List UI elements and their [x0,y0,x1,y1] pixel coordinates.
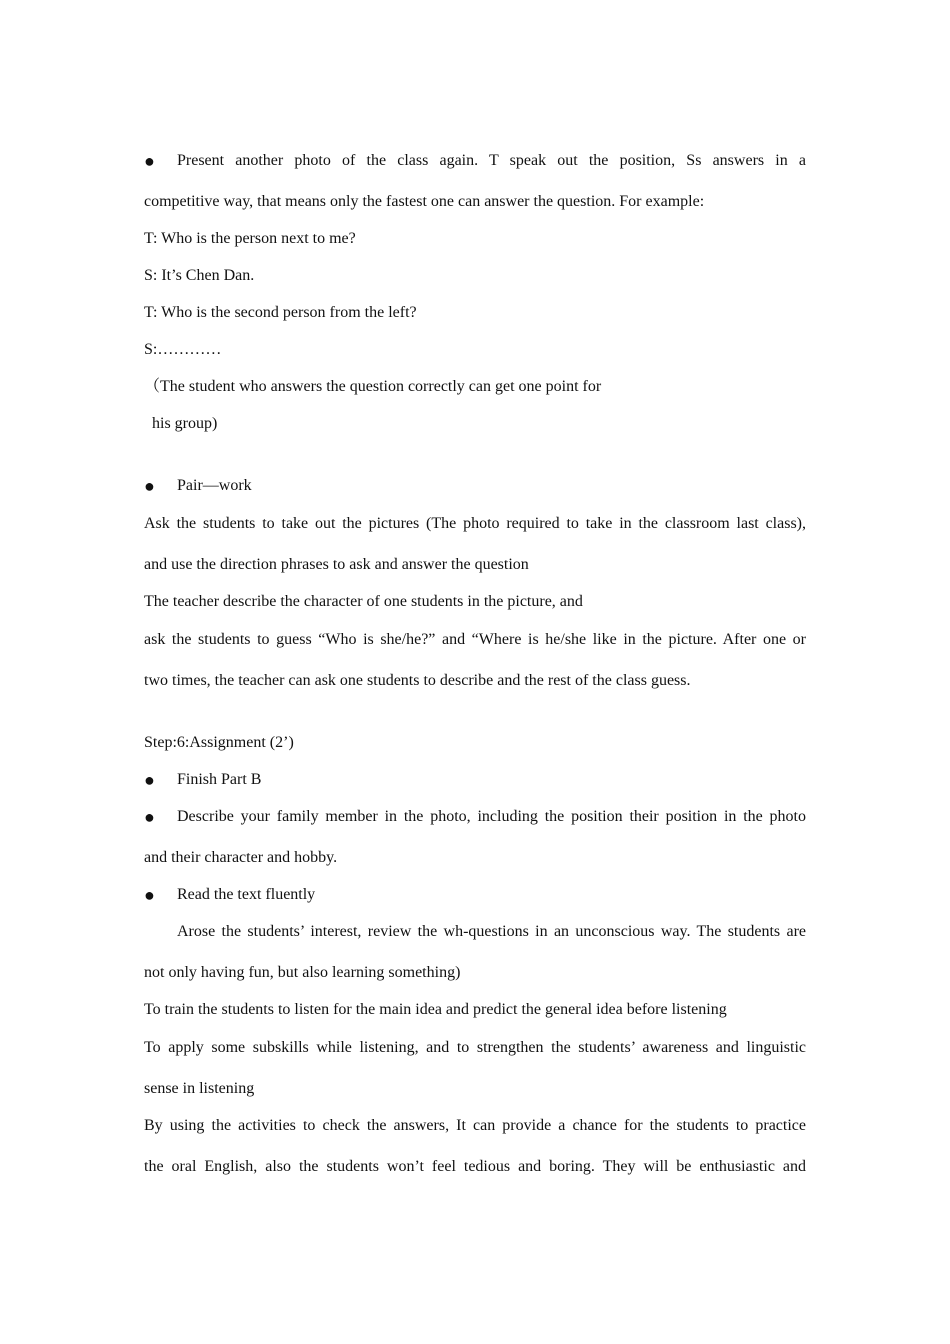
scoring-note-line-1: （The student who answers the question correctly can get one point for [144,378,602,395]
bullet-icon: ● [144,476,155,496]
pair-work-line: and use the direction phrases to ask and answer the question [144,556,529,573]
scoring-note-line-2: his group) [152,415,218,432]
bullet-icon: ● [144,885,155,905]
purpose-line: To train the students to listen for the main idea and predict the general idea before listening [144,1001,727,1018]
assignment-item: Describe your family member in the photo, including the position their position in the photo [177,808,806,825]
dialogue-line: T: Who is the person next to me? [144,230,356,247]
competition-text-cont: competitive way, that means only the fastest one can answer the question. For example: [144,193,705,210]
assignment-item-cont: and their character and hobby. [144,849,338,866]
pair-work-heading: Pair—work [177,477,252,494]
purpose-line: By using the activities to check the answers, It can provide a chance for the students to practice [144,1117,806,1134]
purpose-line: Arose the students’ interest, review the wh-questions in an unconscious way. The students are [177,923,806,940]
pair-work-line: two times, the teacher can ask one students to describe and the rest of the class guess. [144,672,691,689]
dialogue-line: S:………… [144,341,222,358]
purpose-line: the oral English, also the students won’t feel tedious and boring. They will be enthusiastic and [144,1158,806,1175]
purpose-line: To apply some subskills while listening, and to strengthen the students’ awareness and linguistic [144,1039,806,1056]
dialogue-line: T: Who is the second person from the left? [144,304,417,321]
pair-work-line: ask the students to guess “Who is she/he?” and “Where is he/she like in the picture. After one or [144,631,806,648]
pair-work-line: Ask the students to take out the pictures (The photo required to take in the classroom last class), [144,515,806,532]
bullet-icon: ● [144,770,155,790]
assignment-item: Finish Part B [177,771,262,788]
bullet-icon: ● [144,807,155,827]
dialogue-line: S: It’s Chen Dan. [144,267,255,284]
assignment-heading: Step:6:Assignment (2’) [144,734,294,751]
purpose-line: sense in listening [144,1080,255,1097]
purpose-line: not only having fun, but also learning something) [144,964,461,981]
competition-bullet-text: Present another photo of the class again. T speak out the position, Ss answers in a [177,152,806,169]
pair-work-line: The teacher describe the character of one students in the picture, and [144,593,583,610]
bullet-icon: ● [144,151,155,171]
assignment-item: Read the text fluently [177,886,316,903]
